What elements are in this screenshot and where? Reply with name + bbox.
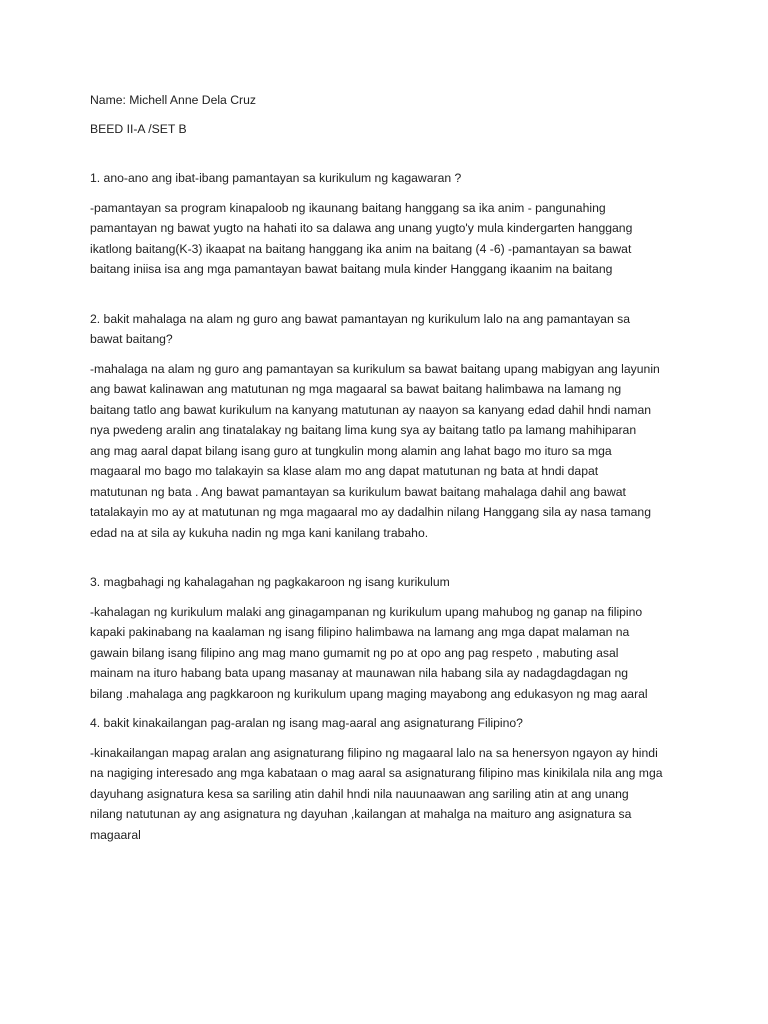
- question-line: 2. bakit mahalaga na alam ng guro ang bawat pamantayan ng kurikulum lalo na ang pamantayan sa: [90, 311, 630, 326]
- answer-line: matutunan ng bata . Ang bawat pamantayan sa kurikulum bawat baitang mahalaga dahil ang bawat: [90, 484, 626, 499]
- answer-line: -pamantayan sa program kinapaloob ng ikaunang baitang hanggang sa ika anim - pangunahing: [90, 200, 606, 215]
- answer-line: nya pwedeng aralin ang tinatalakay ng baitang lima kung sya ay baitang tatlo pa lamang mahihiparan: [90, 423, 637, 437]
- student-name: Name: Michell Anne Dela Cruz: [90, 93, 256, 107]
- answer-2: [90, 359, 680, 544]
- answer-line: mainam na ituro habang bata upang masanay at maunawan nila habang sila ay nadagdagdagan ng: [90, 666, 629, 680]
- answer-line: tatalakayin mo ay at matutunan ng mga magaaral mo ay dadalhin nilang Hanggang sila ay nasa tamang: [90, 505, 651, 519]
- question-2: [90, 309, 680, 350]
- answer-line: nilang natutunan ay ang asignatura ng dayuhan ,kailangan at mahalga na maituro ang asignatura sa: [90, 807, 632, 821]
- answer-line: gawain bilang isang filipino ang mag mano gumamit ng po at opo ang pag respeto , mabuting asal: [90, 645, 619, 660]
- answer-line: edad na at sila ay kukuha nadin ng mga kani kanilang trabaho.: [90, 525, 429, 540]
- answer-1: [90, 198, 680, 280]
- answer-line: bilang .mahalaga ang pagkkaroon ng kurikulum upang maging mayabong ang edukasyon ng mag aaral: [90, 686, 648, 701]
- answer-line: kapaki pakinabang na kaalaman ng isang filipino halimbawa na lamang ang mga dapat malaman na: [90, 625, 630, 639]
- answer-line: magaaral: [90, 827, 141, 842]
- answer-line: ang bawat kalinawan ang matutunan ng mga magaaral sa bawat baitang halimbawa na lamang ng: [90, 382, 622, 396]
- answer-line: dayuhang asignatura kesa sa sariling atin dahil hndi nila nauunaawan ang sariling atin at ang unang: [90, 786, 629, 801]
- class-section: BEED II-A /SET B: [90, 121, 187, 136]
- answer-line: ikatlong baitang(K-3) ikaapat na baitang hanggang ika anim na baitang (4 -6) -pamantayan sa bawat: [90, 241, 632, 256]
- answer-line: -mahalaga na alam ng guro ang pamantayan sa kurikulum sa bawat baitang upang mabigyan ang layunin: [90, 361, 660, 376]
- answer-line: na nagiging interesado ang mga kabataan o mag aaral sa asignaturang filipino mas kinikilala nila ang mga: [90, 766, 663, 780]
- answer-line: baitang tatlo ang bawat kurikulum na kanyang matutunan ay naayon sa kanyang edad dahil hndi naman: [90, 402, 652, 417]
- question-1: 1. ano-ano ang ibat-ibang pamantayan sa kurikulum ng kagawaran ?: [90, 171, 462, 185]
- answer-line: baitang iniisa isa ang mga pamantayan bawat baitang mula kinder Hanggang ikaanim na baitang: [90, 262, 613, 276]
- answer-4: [90, 743, 680, 846]
- document-body: [90, 90, 680, 845]
- answer-line: pamantayan ng bawat yugto na hahati ito sa dalawa ang unang yugto'y mula kindergarten hanggang: [90, 221, 633, 235]
- answer-line: ang mag aaral dapat bilang isang guro at tungkulin mong alamin ang lahat bago mo ituro sa mga: [90, 443, 612, 458]
- answer-3: [90, 602, 680, 705]
- answer-line: -kahalagan ng kurikulum malaki ang ginagampanan ng kurikulum upang mahubog ng ganap na filipino: [90, 604, 643, 619]
- question-line: bawat baitang?: [90, 332, 173, 346]
- question-3: 3. magbahagi ng kahalagahan ng pagkakaroon ng isang kurikulum: [90, 575, 450, 589]
- answer-line: magaaral mo bago mo talakayin sa klase alam mo ang dapat matutunan ng bata at hndi dapat: [90, 464, 599, 478]
- question-4: 4. bakit kinakailangan pag-aralan ng isang mag-aaral ang asignaturang Filipino?: [90, 716, 523, 730]
- answer-line: -kinakailangan mapag aralan ang asignaturang filipino ng magaaral lalo na sa henersyon ngayon ay hindi: [90, 745, 658, 760]
